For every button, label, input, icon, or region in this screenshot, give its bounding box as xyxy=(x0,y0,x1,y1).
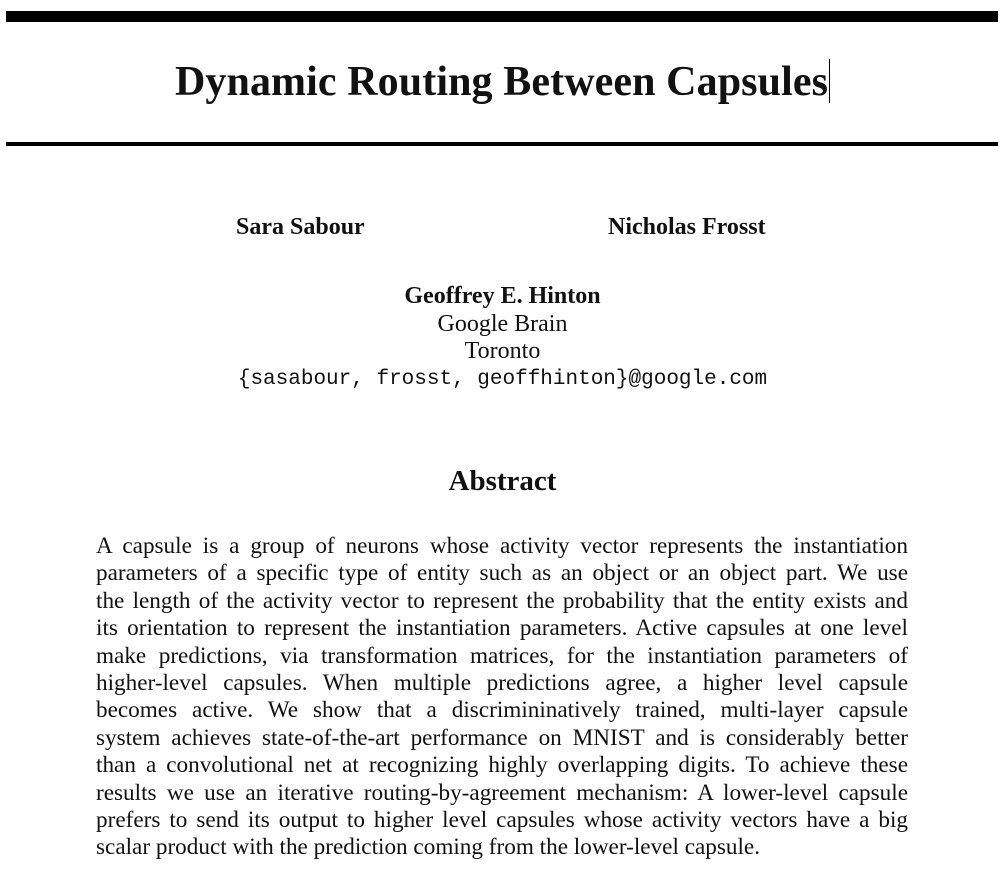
abstract-line: prefers to send its output to higher level capsules whose activity vectors have a big xyxy=(96,807,908,834)
title-top-rule xyxy=(6,11,998,22)
abstract-line: the length of the activity vector to represent the probability that the entity exists and xyxy=(96,587,908,614)
abstract-line: system achieves state-of-the-art performance on MNIST and is considerably better xyxy=(96,724,908,751)
abstract-line: results we use an iterative routing-by-agreement mechanism: A lower-level capsule xyxy=(96,779,908,806)
author-name-frosst: Nicholas Frosst xyxy=(608,214,766,240)
affiliation-organization: Google Brain xyxy=(437,310,568,337)
author-name-sabour: Sara Sabour xyxy=(236,214,365,240)
abstract-heading: Abstract xyxy=(448,465,557,497)
author-affiliation-block xyxy=(0,283,1005,393)
abstract-line: than a convolutional net at recognizing highly overlapping digits. To achieve these xyxy=(96,752,908,779)
abstract-line: becomes active. We show that a discrimininatively trained, multi-layer capsule xyxy=(96,697,908,724)
title-bottom-rule xyxy=(6,142,998,146)
author-name-hinton: Geoffrey E. Hinton xyxy=(404,283,601,309)
paper-title-text: Dynamic Routing Between Capsules xyxy=(174,59,829,105)
abstract-line: parameters of a specific type of entity such as an object or an object part. We use xyxy=(96,560,908,587)
abstract-line: A capsule is a group of neurons whose activity vector represents the instantiation xyxy=(96,533,908,559)
abstract-body xyxy=(96,533,908,862)
paper-title xyxy=(0,52,1005,112)
affiliation-city: Toronto xyxy=(464,338,541,364)
text-cursor xyxy=(829,59,830,103)
abstract-line: make predictions, via transformation matrices, for the instantiation parameters of xyxy=(96,642,908,669)
author-emails: {sasabour, frosst, geoffhinton}@google.com xyxy=(237,367,768,391)
abstract-line: its orientation to represent the instantiation parameters. Active capsules at one level xyxy=(96,615,908,642)
abstract-line: higher-level capsules. When multiple predictions agree, a higher level capsule xyxy=(96,670,908,697)
abstract-line: scalar product with the prediction coming from the lower-level capsule. xyxy=(96,834,761,861)
